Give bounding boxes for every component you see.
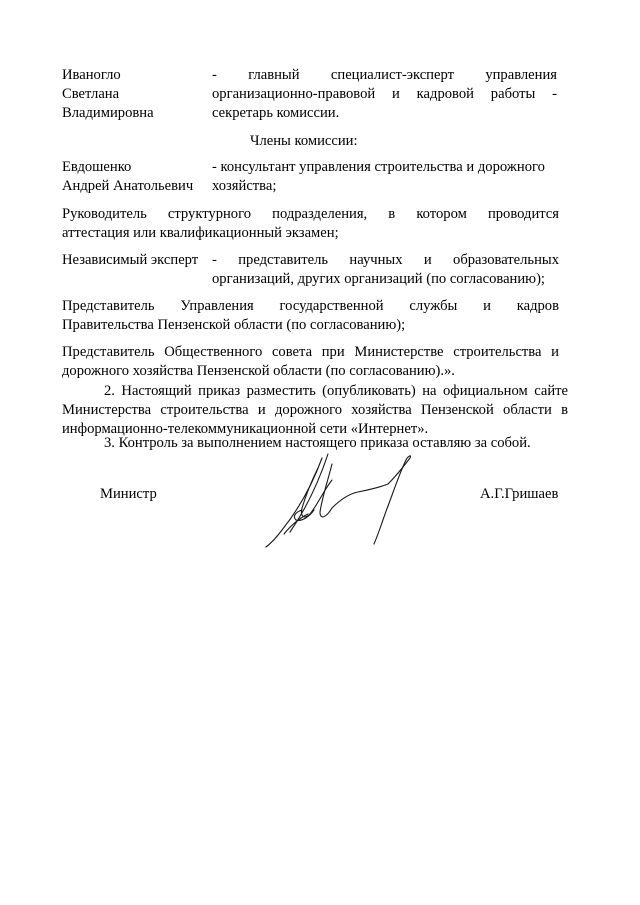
item2-line-3: информационно-телекоммуникационной сети «Интернет». — [62, 421, 429, 437]
secretary-name-line-1: Иваногло — [62, 67, 121, 83]
member4-line-1: Представитель Управления государственной службы и кадров — [62, 298, 559, 314]
member1-desc-line-1: - консультант управления строительства и дорожного — [212, 159, 545, 175]
member2-line-2: аттестация или квалификационный экзамен; — [62, 225, 339, 241]
members-heading: Члены комиссии: — [250, 133, 358, 149]
secretary-name-line-2: Светлана — [62, 86, 120, 102]
secretary-desc-line-3: секретарь комиссии. — [212, 105, 340, 121]
member3-desc-line-2: организаций, других организаций (по согласованию); — [212, 271, 545, 287]
secretary-name-line-3: Владимировна — [62, 105, 154, 121]
member3-name: Независимый эксперт — [62, 252, 199, 268]
signatory-name: А.Г.Гришаев — [480, 486, 559, 502]
item2-line-2: Министерства строительства и дорожного хозяйства Пензенской области в — [62, 402, 568, 418]
secretary-desc-line-1: - главный специалист-эксперт управления — [212, 67, 557, 83]
member4-line-2: Правительства Пензенской области (по согласованию); — [62, 317, 406, 333]
member1-name-line-2: Андрей Анатольевич — [62, 178, 194, 194]
member1-desc-line-2: хозяйства; — [212, 178, 277, 194]
member5-line-1: Представитель Общественного совета при Министерстве строительства и — [62, 344, 559, 360]
item2-line-1: 2. Настоящий приказ разместить (опубликовать) на официальном сайте — [104, 383, 568, 399]
handwritten-signature — [262, 450, 422, 550]
secretary-desc-line-2: организационно-правовой и кадровой работы - — [212, 86, 557, 102]
member2-line-1: Руководитель структурного подразделения, в котором проводится — [62, 206, 559, 222]
signatory-position: Министр — [100, 486, 157, 502]
member3-desc-line-1: - представитель научных и образовательных — [212, 252, 559, 268]
member5-line-2: дорожного хозяйства Пензенской области (по согласованию).». — [62, 363, 455, 379]
member1-name-line-1: Евдошенко — [62, 159, 132, 175]
item3-line: 3. Контроль за выполнением настоящего приказа оставляю за собой. — [104, 435, 531, 451]
